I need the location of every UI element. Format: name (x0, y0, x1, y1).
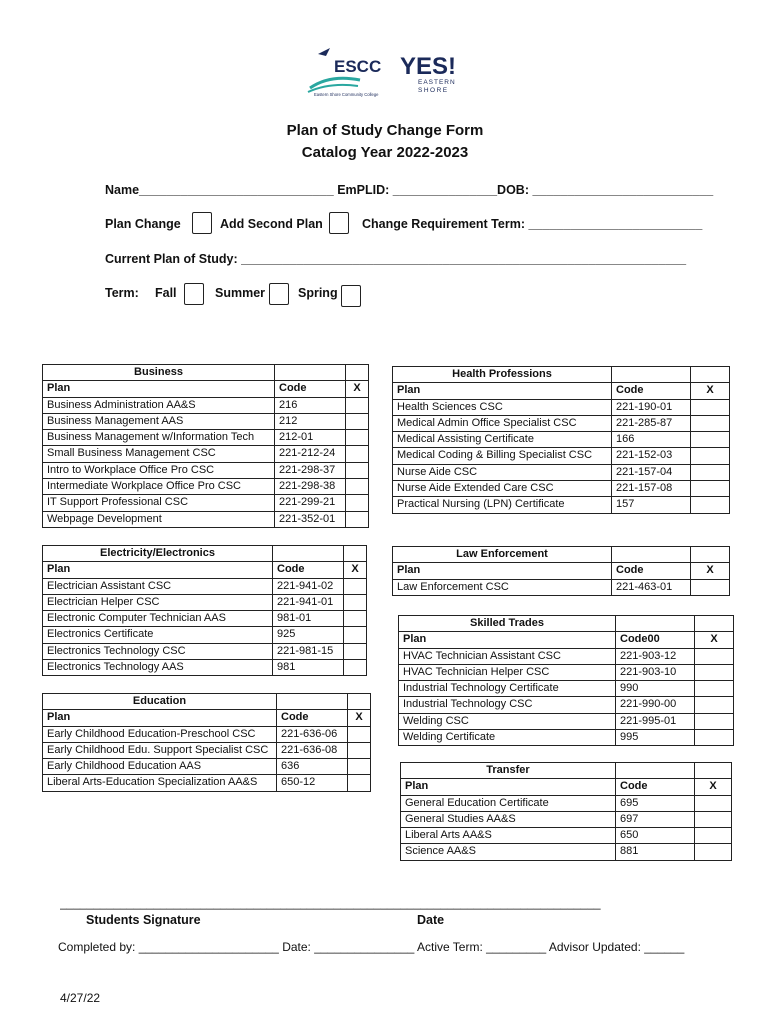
table-row[interactable]: HVAC Technician Assistant CSC 221-903-12 (399, 648, 734, 664)
col-plan: Plan (43, 381, 275, 397)
summer-checkbox[interactable] (269, 283, 289, 305)
col-x: X (695, 779, 732, 795)
select-cell[interactable] (346, 430, 369, 446)
col-code: Code (612, 383, 691, 399)
table-title: Electricity/Electronics (43, 546, 273, 562)
change-requirement-term-field[interactable]: _________________________ (528, 217, 703, 231)
change-requirement-term-row (362, 217, 702, 231)
table-row[interactable]: Electronics Certificate 925 (43, 627, 367, 643)
col-x: X (344, 562, 367, 578)
table-row[interactable]: Early Childhood Education AAS 636 (43, 759, 371, 775)
col-code: Code (612, 563, 691, 579)
col-x: X (691, 563, 730, 579)
table-row[interactable]: Intermediate Workplace Office Pro CSC 221-298-38 (43, 479, 369, 495)
select-cell[interactable] (348, 775, 371, 791)
col-x: X (691, 383, 730, 399)
business-table (42, 364, 369, 528)
table-row[interactable]: Early Childhood Edu. Support Specialist CSC 221-636-08 (43, 742, 371, 758)
table-row[interactable]: Industrial Technology CSC 221-990-00 (399, 697, 734, 713)
select-cell[interactable] (344, 627, 367, 643)
form-title: Plan of Study Change Form (286, 122, 484, 139)
name-row (105, 183, 713, 197)
current-plan-field[interactable]: ________________________________________________________________ (241, 252, 687, 266)
transfer-table (400, 762, 732, 861)
table-row[interactable]: Law Enforcement CSC 221-463-01 (393, 579, 730, 595)
table-row[interactable]: Electrician Helper CSC 221-941-01 (43, 594, 367, 610)
select-cell[interactable] (691, 497, 730, 513)
escc-subtitle: Eastern Shore Community College (314, 92, 379, 97)
select-cell[interactable] (695, 795, 732, 811)
select-cell[interactable] (346, 462, 369, 478)
table-title: Education (43, 694, 277, 710)
select-cell[interactable] (346, 479, 369, 495)
spring-label: Spring (298, 286, 338, 300)
completed-by-line[interactable]: Completed by: _____________________ Date: _______________ Active Term: _________ Advisor Updated: ______ (58, 940, 685, 954)
col-plan: Plan (399, 632, 616, 648)
table-row[interactable]: Industrial Technology Certificate 990 (399, 681, 734, 697)
change-requirement-term-label: Change Requirement Term: (362, 217, 525, 231)
eastern-text: EASTERN (418, 79, 456, 86)
select-cell[interactable] (691, 432, 730, 448)
students-signature-label: Students Signature (86, 913, 201, 927)
name-field[interactable]: ____________________________ (139, 183, 334, 197)
date-label: Date (417, 913, 445, 927)
dob-field[interactable]: __________________________ (532, 183, 714, 197)
table-title: Law Enforcement (393, 547, 612, 563)
table-row[interactable]: General Education Certificate 695 (401, 795, 732, 811)
table-row[interactable]: Electronics Technology CSC 221-981-15 (43, 643, 367, 659)
escc-logo (308, 48, 381, 97)
wave-icon (310, 78, 360, 88)
name-label: Name (105, 183, 140, 197)
select-cell[interactable] (346, 495, 369, 511)
table-row[interactable]: Business Management w/Information Tech 212-01 (43, 430, 369, 446)
table-row[interactable]: HVAC Technician Helper CSC 221-903-10 (399, 664, 734, 680)
select-cell[interactable] (344, 643, 367, 659)
select-cell[interactable] (695, 681, 734, 697)
table-row[interactable]: Liberal Arts-Education Specialization AA&S 650-12 (43, 775, 371, 791)
table-row[interactable]: Welding CSC 221-995-01 (399, 713, 734, 729)
signature-line[interactable]: _________________________________________________________________________________ (60, 896, 601, 910)
col-x: X (695, 632, 734, 648)
select-cell[interactable] (691, 464, 730, 480)
select-cell[interactable] (695, 844, 732, 860)
table-row[interactable]: Nurse Aide Extended Care CSC 221-157-08 (393, 481, 730, 497)
current-plan-row (105, 252, 686, 266)
table-row[interactable]: Health Sciences CSC 221-190-01 (393, 399, 730, 415)
col-plan: Plan (43, 562, 273, 578)
table-row[interactable]: Medical Assisting Certificate 166 (393, 432, 730, 448)
electricity-table (42, 545, 367, 676)
col-code: Code00 (616, 632, 695, 648)
fall-label: Fall (155, 286, 177, 300)
col-code: Code (277, 710, 348, 726)
select-cell[interactable] (344, 660, 367, 676)
select-cell[interactable] (346, 446, 369, 462)
table-row[interactable]: Medical Admin Office Specialist CSC 221-285-87 (393, 415, 730, 431)
yes-text: YES! (400, 53, 457, 80)
table-row[interactable]: Early Childhood Education-Preschool CSC 221-636-06 (43, 726, 371, 742)
select-cell[interactable] (691, 481, 730, 497)
plan-change-checkbox[interactable] (192, 212, 212, 234)
col-x: X (348, 710, 371, 726)
select-cell[interactable] (695, 664, 734, 680)
col-code: Code (616, 779, 695, 795)
select-cell[interactable] (346, 397, 369, 413)
table-row[interactable]: Practical Nursing (LPN) Certificate 157 (393, 497, 730, 513)
college-logos (300, 44, 470, 98)
select-cell[interactable] (348, 742, 371, 758)
col-x: X (346, 381, 369, 397)
add-second-plan-checkbox[interactable] (329, 212, 349, 234)
law-table (392, 546, 730, 596)
table-row[interactable]: Medical Coding & Billing Specialist CSC 221-152-03 (393, 448, 730, 464)
date-stamp: 4/27/22 (60, 991, 101, 1005)
select-cell[interactable] (346, 413, 369, 429)
table-row[interactable]: Liberal Arts AA&S 650 (401, 828, 732, 844)
select-cell[interactable] (691, 579, 730, 595)
health-table (392, 366, 730, 514)
emplid-field[interactable]: _______________ (392, 183, 498, 197)
trades-table (398, 615, 734, 746)
select-cell[interactable] (695, 713, 734, 729)
term-label: Term: (105, 286, 139, 300)
select-cell[interactable] (344, 578, 367, 594)
fall-checkbox[interactable] (184, 283, 204, 305)
yes-eastern-shore-logo (400, 53, 456, 94)
table-row[interactable]: Electronic Computer Technician AAS 981-01 (43, 611, 367, 627)
table-title: Transfer (401, 763, 616, 779)
table-row[interactable]: Business Management AAS 212 (43, 413, 369, 429)
escc-text: ESCC (334, 57, 382, 76)
table-row[interactable]: Welding Certificate 995 (399, 730, 734, 746)
col-plan: Plan (393, 383, 612, 399)
select-cell[interactable] (348, 759, 371, 775)
select-cell[interactable] (344, 594, 367, 610)
select-cell[interactable] (691, 399, 730, 415)
table-title: Skilled Trades (399, 616, 616, 632)
dob-label: DOB: (497, 183, 529, 197)
select-cell[interactable] (691, 415, 730, 431)
add-second-plan-label: Add Second Plan (220, 217, 323, 231)
col-plan: Plan (401, 779, 616, 795)
select-cell[interactable] (691, 448, 730, 464)
table-title: Business (43, 365, 275, 381)
table-row[interactable]: General Studies AA&S 697 (401, 811, 732, 827)
plan-change-label: Plan Change (105, 217, 181, 231)
table-row[interactable]: Science AA&S 881 (401, 844, 732, 860)
table-row[interactable]: Small Business Management CSC 221-212-24 (43, 446, 369, 462)
col-code: Code (273, 562, 344, 578)
summer-label: Summer (215, 286, 266, 300)
select-cell[interactable] (695, 697, 734, 713)
select-cell[interactable] (695, 648, 734, 664)
select-cell[interactable] (695, 730, 734, 746)
table-row[interactable]: Electronics Technology AAS 981 (43, 660, 367, 676)
table-row[interactable]: Electrician Assistant CSC 221-941-02 (43, 578, 367, 594)
table-row[interactable]: IT Support Professional CSC 221-299-21 (43, 495, 369, 511)
emplid-label: EmPLID: (337, 183, 390, 197)
table-row[interactable]: Intro to Workplace Office Pro CSC 221-298-37 (43, 462, 369, 478)
current-plan-label: Current Plan of Study: (105, 252, 238, 266)
spring-checkbox[interactable] (341, 285, 361, 307)
select-cell[interactable] (348, 726, 371, 742)
col-code: Code (275, 381, 346, 397)
col-plan: Plan (393, 563, 612, 579)
select-cell[interactable] (695, 828, 732, 844)
shore-text: SHORE (418, 87, 449, 94)
table-row[interactable]: Business Administration AA&S 216 (43, 397, 369, 413)
education-table (42, 693, 371, 792)
select-cell[interactable] (346, 511, 369, 527)
catalog-year: Catalog Year 2022-2023 (301, 144, 469, 161)
select-cell[interactable] (344, 611, 367, 627)
select-cell[interactable] (695, 811, 732, 827)
col-plan: Plan (43, 710, 277, 726)
table-title: Health Professions (393, 367, 612, 383)
table-row[interactable]: Webpage Development 221-352-01 (43, 511, 369, 527)
bird-icon (318, 48, 330, 56)
table-row[interactable]: Nurse Aide CSC 221-157-04 (393, 464, 730, 480)
